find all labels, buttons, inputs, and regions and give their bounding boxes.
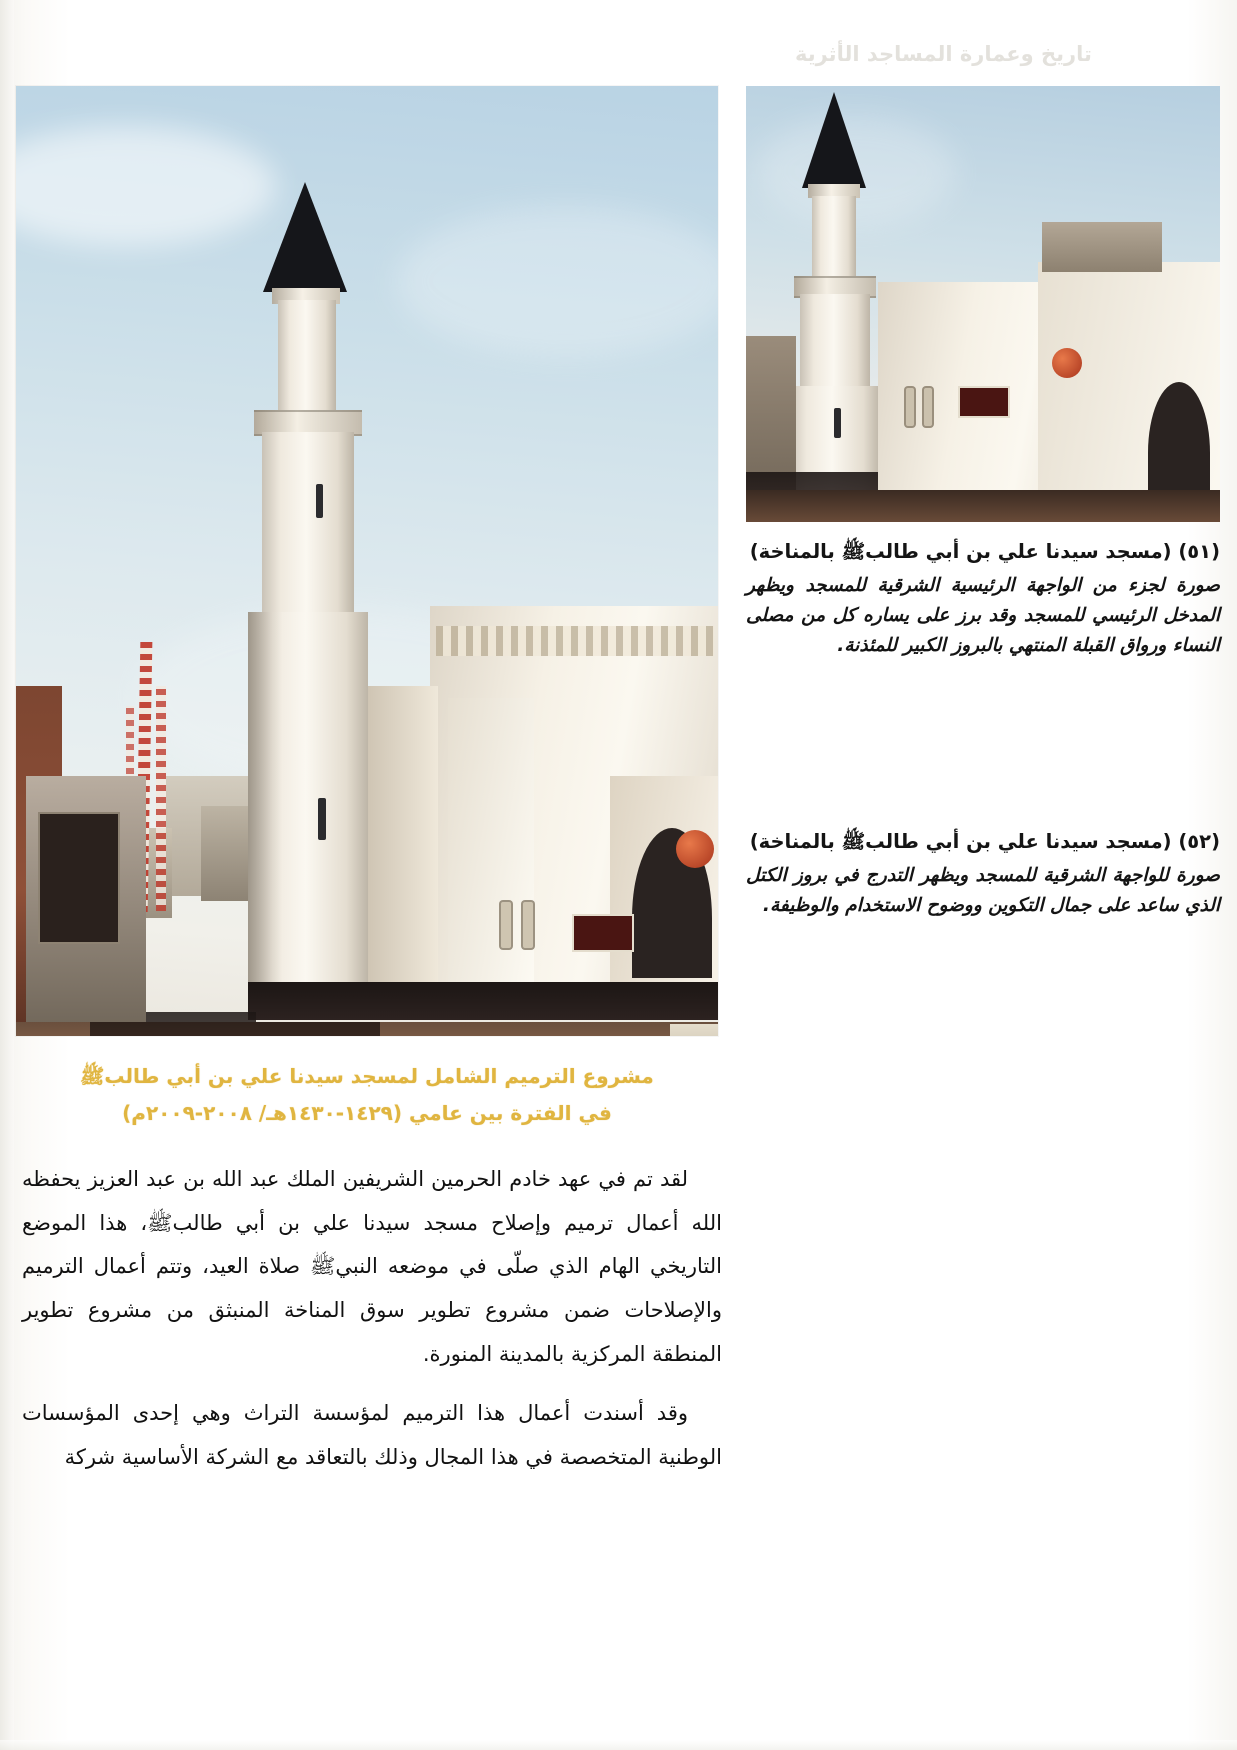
page-edge-left (0, 0, 14, 1750)
minaret-upper-shaft (278, 300, 336, 414)
main-photograph (16, 86, 718, 1036)
window-slit (924, 388, 932, 426)
circular-vent (676, 830, 714, 868)
window-slit (523, 902, 533, 948)
minaret-cap-icon (802, 92, 866, 188)
restoration-caption-line-2: في الفترة بين عامي (١٤٢٩-١٤٣٠هـ/ ٢٠٠٨-٢٠٠٩م) (122, 1101, 612, 1125)
secondary-photograph (746, 86, 1220, 522)
figure-caption-51-title: (٥١) (مسجد سيدنا علي بن أبي طالبﷺ بالمناخة) (749, 540, 1220, 563)
restoration-caption-line-1: مشروع الترميم الشامل لمسجد سيدنا علي بن أبي طالبﷺ (80, 1064, 654, 1088)
mosque-wall-side (368, 686, 438, 1008)
minaret-upper-shaft (812, 196, 856, 278)
window-slit (906, 388, 914, 426)
minaret-mid-shaft (262, 432, 354, 612)
circular-vent (1052, 348, 1082, 378)
wall-plaque (572, 914, 634, 952)
body-paragraph-2: وقد أسندت أعمال هذا الترميم لمؤسسة التراث وهي إحدى المؤسسات الوطنية المتخصصة في هذا المجال وذلك بالتعاقد مع الشركة الأساسية شركة (22, 1401, 722, 1470)
background-building (1042, 222, 1162, 272)
cloud-shape (396, 206, 718, 356)
mosque-entrance-block (448, 698, 534, 1008)
page-edge-bottom (0, 1740, 1237, 1750)
dark-parapet (248, 982, 718, 1020)
left-building-window (38, 812, 120, 944)
minaret-slit (316, 484, 323, 518)
telecom-mast (156, 686, 166, 911)
minaret-cap-icon (263, 182, 347, 292)
street-ground (746, 490, 1220, 522)
window-slit (501, 902, 511, 948)
rooftop-object (670, 1024, 718, 1036)
minaret-slit (834, 408, 841, 438)
figure-caption-52 (746, 826, 1220, 921)
figure-caption-52-title: (٥٢) (مسجد سيدنا علي بن أبي طالبﷺ بالمناخة) (749, 830, 1220, 853)
figure-caption-51-body: صورة لجزء من الواجهة الرئيسية الشرقية للمسجد ويظهر المدخل الرئيسي للمسجد وقد برز على يساره كل من مصلى النساء ورواق القبلة المنتهي بالبروز الكبير للمئذنة. (746, 574, 1220, 656)
body-text-column (22, 1158, 722, 1480)
minaret-slit (318, 798, 326, 840)
body-paragraph-1: لقد تم في عهد خادم الحرمين الشريفين الملك عبد الله بن عبد العزيز يحفظه الله أعمال ترميم وإصلاح مسجد سيدنا علي بن أبي طالبﷺ، هذا الموضع التاريخي الهام الذي صلّى في موضعه النبيﷺ صلاة العيد، وتتم أعمال الترميم والإصلاحات ضمن مشروع تطوير سوق المناخة المنبثق من مشروع تطوير المنطقة المركزية بالمدينة المنورة. (22, 1167, 722, 1366)
wall-plaque (958, 386, 1010, 418)
minaret-mid-shaft (800, 294, 870, 390)
minaret-shading (248, 612, 282, 992)
running-header: تاريخ وعمارة المساجد الأثرية (795, 42, 1092, 66)
rooftop-shadow (90, 1022, 380, 1036)
wall-frieze (436, 626, 714, 656)
figure-caption-51 (746, 536, 1220, 660)
restoration-project-caption (16, 1058, 718, 1132)
figure-caption-52-body: صورة للواجهة الشرقية للمسجد ويظهر التدرج في بروز الكتل الذي ساعد على جمال التكوين ووضوح الاستخدام والوظيفة. (746, 864, 1220, 916)
